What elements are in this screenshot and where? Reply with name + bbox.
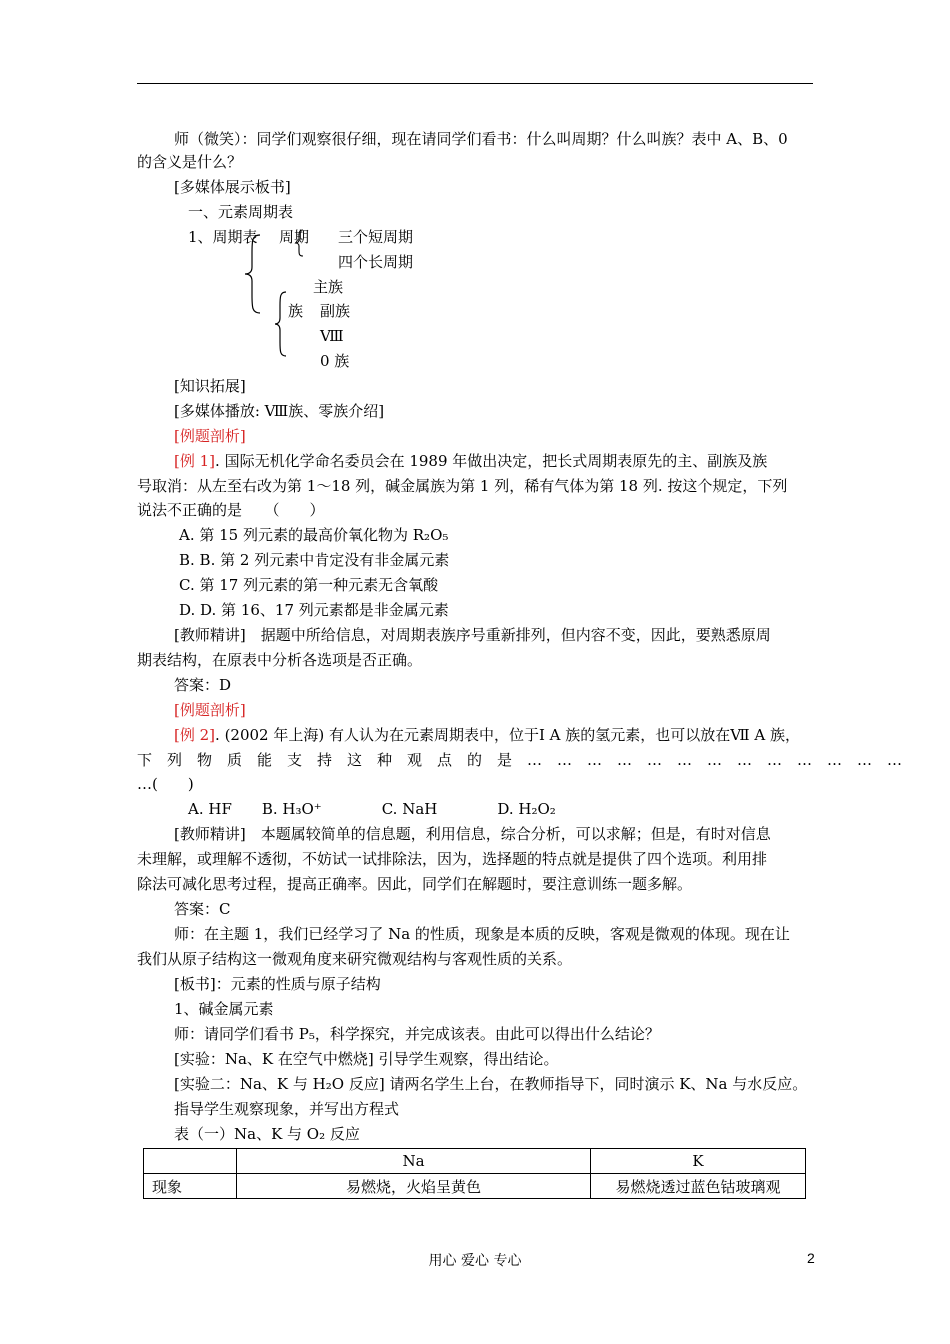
example-heading: [例题剖析] bbox=[174, 701, 246, 719]
text-line: 指导学生观察现象，并写出方程式 bbox=[174, 1100, 400, 1118]
text-line: 的含义是什么？ bbox=[137, 153, 243, 171]
page-number: 2 bbox=[807, 1250, 815, 1266]
outline-group-viii: Ⅷ bbox=[320, 327, 344, 345]
table-cell: Na bbox=[237, 1149, 591, 1174]
text-line: 师（微笑）：同学们观察很仔细，现在请同学们看书：什么叫周期？什么叫族？表中 A、B、0 bbox=[174, 130, 788, 148]
text-line: 未理解，或理解不透彻，不妨试一试排除法，因为，选择题的特点就是提供了四个选项。利用排 bbox=[137, 850, 768, 868]
text-line: 说法不正确的是 （ ） bbox=[137, 501, 325, 519]
outline-root: 1、周期表 bbox=[188, 228, 258, 246]
table-cell: 现象 bbox=[144, 1174, 237, 1199]
page-footer: 用心 爱心 专心 bbox=[428, 1253, 522, 1269]
example-heading: [例题剖析] bbox=[174, 427, 246, 445]
text-line: 师：请同学们看书 P₅，科学探究，并完成该表。由此可以得出什么结论？ bbox=[174, 1025, 660, 1043]
text-line: [多媒体播放: Ⅷ族、零族介绍] bbox=[174, 402, 385, 420]
text-line: [教师精讲] 据题中所给信息，对周期表族序号重新排列，但内容不变，因此，要熟悉原周 bbox=[174, 626, 771, 644]
table-row bbox=[144, 1149, 806, 1174]
text-line: [实验：Na、K 在空气中燃烧] 引导学生观察，得出结论。 bbox=[174, 1050, 559, 1068]
header-rule bbox=[137, 83, 813, 84]
option-b: B. B. 第 2 列元素中肯定没有非金属元素 bbox=[179, 551, 450, 569]
brace-icon bbox=[293, 228, 307, 258]
outline-short-period: 三个短周期 bbox=[338, 228, 414, 246]
section-heading: 一、元素周期表 bbox=[188, 203, 294, 221]
example-1-first-line: [例 1]. 国际无机化学命名委员会在 1989 年做出决定，把长式周期表原先的主、副族及族 bbox=[174, 452, 768, 470]
text-line: 除法可减化思考过程，提高正确率。因此，同学们在解题时，要注意训练一题多解。 bbox=[137, 875, 693, 893]
outline-long-period: 四个长周期 bbox=[338, 253, 414, 271]
option-c: C. 第 17 列元素的第一种元素无含氧酸 bbox=[179, 576, 439, 594]
table-cell: K bbox=[591, 1149, 806, 1174]
table-caption: 表（一）Na、K 与 O₂ 反应 bbox=[174, 1125, 360, 1143]
text-line: [教师精讲] 本题属较简单的信息题，利用信息，综合分析，可以求解；但是，有时对信息 bbox=[174, 825, 771, 843]
outline-period: 周期 bbox=[279, 228, 310, 246]
option-d: D. D. 第 16、17 列元素都是非金属元素 bbox=[179, 601, 449, 619]
table-cell: 易燃烧透过蓝色钴玻璃观 bbox=[591, 1174, 806, 1199]
table-cell: 易燃烧，火焰呈黄色 bbox=[237, 1174, 591, 1199]
outline-main-group: 主族 bbox=[313, 278, 344, 296]
text-line: [多媒体展示板书] bbox=[174, 178, 291, 196]
outline-group: 族 bbox=[288, 302, 304, 320]
options-row: A. HF B. H₃O⁺ C. NaH D. H₂O₂ bbox=[188, 800, 556, 818]
example-1-label: [例 1] bbox=[174, 452, 216, 470]
outline-group-zero: 0 族 bbox=[320, 352, 350, 370]
table-cell bbox=[144, 1149, 237, 1174]
table-row bbox=[144, 1174, 806, 1199]
text-line: [知识拓展] bbox=[174, 377, 246, 395]
text-line: 号取消：从左至右改为第 1～18 列，碱金属族为第 1 列，稀有气体为第 18 列. 按这个规定，下列 bbox=[137, 477, 788, 495]
text-line: …( ) bbox=[137, 775, 194, 793]
answer: 答案：C bbox=[174, 900, 231, 918]
brace-icon bbox=[272, 290, 290, 358]
text-line: 1、碱金属元素 bbox=[174, 1000, 274, 1018]
example-2-first-line: [例 2]. (2002 年上海) 有人认为在元素周期表中，位于Ⅰ A 族的氢元素，也可以放在Ⅶ A 族， bbox=[174, 726, 801, 744]
text-line: 我们从原子结构这一微观角度来研究微观结构与客观性质的关系。 bbox=[137, 950, 573, 968]
example-2-label: [例 2] bbox=[174, 726, 216, 744]
text-line: [板书]：元素的性质与原子结构 bbox=[174, 975, 381, 993]
option-a: A. 第 15 列元素的最高价氧化物为 R₂O₅ bbox=[179, 526, 449, 544]
text-line: [实验二：Na、K 与 H₂O 反应] 请两名学生上台，在教师指导下，同时演示 K、Na 与水反应。 bbox=[174, 1075, 808, 1093]
reaction-table bbox=[143, 1148, 806, 1199]
text-line: 期表结构，在原表中分析各选项是否正确。 bbox=[137, 651, 423, 669]
outline-sub-group: 副族 bbox=[320, 302, 351, 320]
text-line: 下 列 物 质 能 支 持 这 种 观 点 的 是 … … … … … … … … … … … … … bbox=[137, 751, 903, 769]
answer: 答案：D bbox=[174, 676, 232, 694]
text-line: 师：在主题 1，我们已经学习了 Na 的性质，现象是本质的反映，客观是微观的体现。现在让 bbox=[174, 925, 790, 943]
brace-icon bbox=[242, 233, 266, 315]
